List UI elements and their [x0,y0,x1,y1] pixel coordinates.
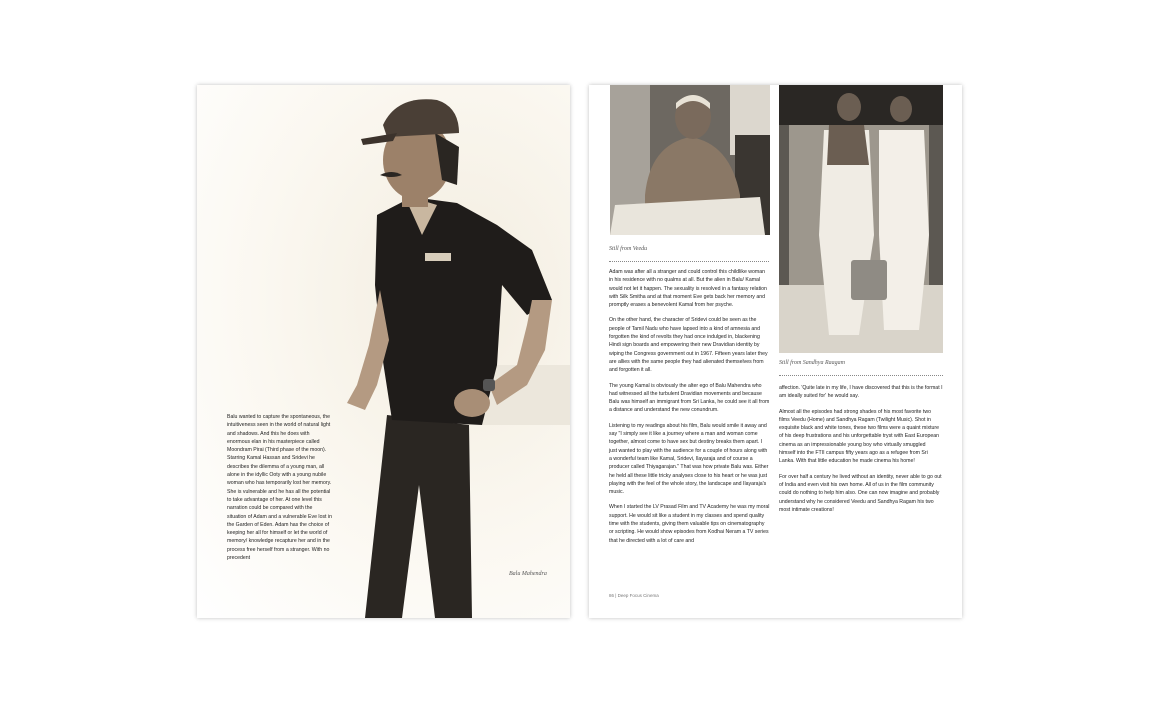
sandhya-caption: Still from Sandhya Raagam [779,360,845,366]
right-page [589,85,962,618]
veedu-caption: Still from Veedu [609,246,648,252]
caption-divider [609,261,769,262]
col1-paragraph: Listening to my readings about his film, Balu would smile it away and say "I simply see it like a journey where a man and woman come together, almost come to have sex but destiny breaks them apart. I just wanted to play with the audience for a couple of hours along with a wonderful team like Kamal, Sridevi, Ilayaraja and of course a producer called Thiyagarajan." That was how private Balu was. Either he held all these little tricky analyses close to his heart or he was just playing with the feel of the whole story, the landscape and Ilayaraja's music. [609,422,769,496]
page-footer: 86 | Deep Focus Cinema [609,593,659,598]
col2-paragraph: For over half a century he lived without an identity, never able to go out of India and even visit his own home. All of us in the film community could do nothing to help him also. One can now imagine and probably understand why he considered Veedu and Sandhya Ragam his two most intimate creations! [779,473,942,513]
right-column-1 [609,268,770,552]
veedu-still-photo [610,85,770,235]
sandhya-raagam-still-photo [779,85,943,353]
caption-divider [779,375,943,376]
col1-paragraph: On the other hand, the character of Sridevi could be seen as the people of Tamil Nadu who have lapsed into a kind of amnesia and forgotten the kind of revolts they had once indulged in, blackening Hindi sign boards and empowering their new Dravidian identity by wiping the Congress government out in 1967. Fifteen years later they are allies with the same people they had alienated themselves from and forgotten it all. [609,317,768,374]
old-man-reading-figure [610,85,770,235]
left-page [197,85,570,618]
two-men-standing-figure [779,85,943,353]
right-column-2 [779,384,943,521]
col1-paragraph: The young Kamal is obviously the alter ego of Balu Mahendra who had witnessed all the turbulent Dravidian movements and because Balu was himself an immigrant from Sri Lanka, he could see it all from a distance and understand the new conundrum. [609,382,770,414]
left-paragraph: Balu wanted to capture the spontaneous, the intuitiveness seen in the world of natural light and shadows. And this he does with enormous elan in his masterpiece called Moondram Pirai (Third phase of the moon). Starring Kamal Hassan and Sridevi he describes the dilemma of a young man, all alone in the idyllic Ooty with a young nubile woman who has temporarily lost her memory. She is vulnerable and he has all the potential to take advantage of her. At one level this narration could be compared with the situation of Adam and a vulnerable Eve lost in the Garden of Eden. Adam has the choice of keeping her all for himself or let the world of memory/ knowledge recapture her and in the process free herself from a stranger. With no precedent [227,414,332,562]
col2-paragraph: affection. 'Quite late in my life, I have discovered that this is the format I am ideally suited for' he would say. [779,385,943,400]
photo-caption: Balu Mahendra [509,571,547,577]
left-body-text [227,413,332,569]
col1-paragraph: When I started the LV Prasad Film and TV Academy he was my moral support. He would sit like a student in my classes and spend quality time with the students, giving them valuable tips on cinematography or scripting. He would show episodes from Kodhai Neram a TV series that he directed with a lot of care and [609,504,770,544]
col2-paragraph: Almost all the episodes had strong shades of his most favorite two films Veedu (Home) and Sandhya Ragam (Twilight Music). Shot in exquisite black and white tones, these two films were a quaint mixture of his deep frustrations and his unforgettable tryst with East European cinema as an impressionable young boy who virtually smuggled himself into the FTII campus fifty years ago as a refugee from Sri Lanka. With that little education he made cinema his home! [779,408,940,465]
col1-paragraph: Adam was after all a stranger and could control this childlike woman in his residence with no qualms at all. But the alien in Balu/ Kamal would not let it happen. The sexuality is resolved in a fantasy relation with Silk Smitha and at that moment Eve gets back her memory and promptly erases a benevolent Kamal from her psyche. [609,269,767,309]
